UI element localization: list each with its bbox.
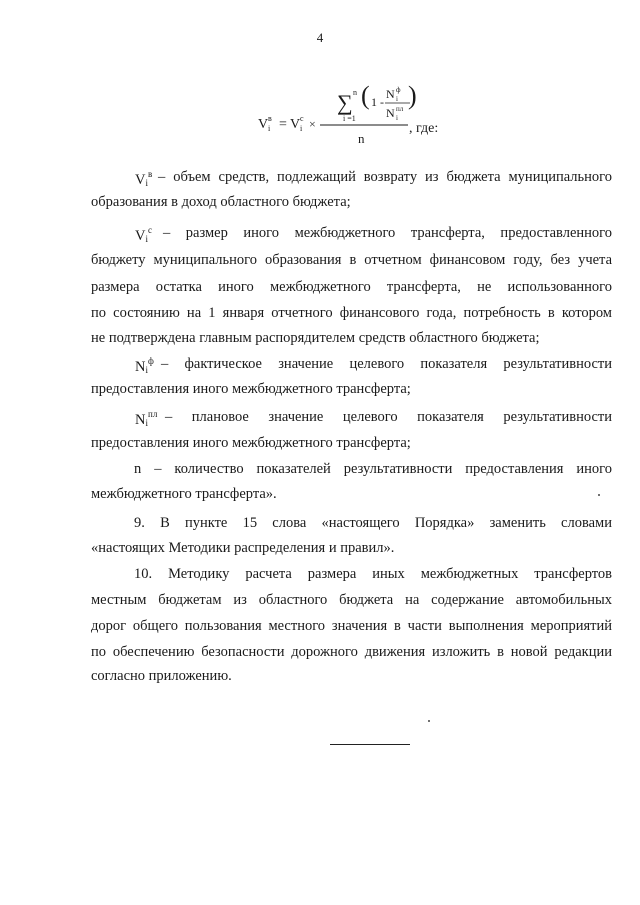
def-n-line-2: межбюджетного трансферта». [91, 486, 277, 502]
formula-times: × [309, 117, 316, 131]
formula-den: N [386, 106, 395, 120]
def-vc-line-2: бюджету муниципального образования в отчетном финансовом году, без учета [91, 252, 612, 268]
def-np-symbol: $N_i^{пл}$ [135, 409, 158, 428]
formula-right-paren: ) [408, 81, 417, 110]
formula-sum-top: n [353, 88, 357, 97]
formula-one: 1 - [371, 95, 384, 109]
scan-speck [428, 720, 430, 722]
def-nf-symbol: $N_i^ф$ [135, 356, 154, 375]
formula-lhs: V [258, 117, 269, 132]
def-v-symbol: $V_i^в$ [135, 169, 153, 188]
item9-line-1: 9. В пункте 15 слова «настоящего Порядка» заменить словами [134, 515, 612, 531]
def-np-line-2: предоставления иного межбюджетного трансферта; [91, 435, 411, 451]
def-nf-line-2: предоставления иного межбюджетного трансферта; [91, 381, 411, 397]
formula-lhs-sub: i [268, 124, 271, 133]
formula-den-sub: i [396, 114, 398, 122]
item10-line-1: 10. Методику расчета размера иных межбюджетных трансфертов [134, 566, 612, 582]
formula [0, 0, 640, 150]
def-vc-line-3: размера остатка иного межбюджетного трансферта, не использованного [91, 279, 612, 295]
formula-rhs-v: V [290, 117, 301, 132]
formula-den-sup: пл [396, 105, 404, 113]
formula-sum-sign: ∑ [337, 90, 353, 115]
def-vc-line-1: – размер иного межбюджетного трансферта, предоставленного [163, 225, 612, 241]
def-vc-symbol: $V_i^c$ [135, 225, 152, 244]
formula-eq: = [279, 117, 287, 132]
formula-rhs-sup: c [300, 114, 304, 123]
def-v-line-2: образования в доход областного бюджета; [91, 194, 351, 210]
formula-denominator: n [358, 131, 365, 146]
page-number: 4 [316, 30, 324, 45]
item10-line-4: по обеспечению безопасности дорожного движения изложить в новой редакции [91, 644, 612, 660]
item10-line-3: дорог общего пользования местного значения в части выполнения мероприятий [91, 618, 612, 634]
def-nf-line-1: – фактическое значение целевого показателя результативности [161, 356, 612, 372]
def-np-line-1: – плановое значение целевого показателя результативности [165, 409, 612, 425]
def-v-line-1: – объем средств, подлежащий возврату из бюджета муниципального [158, 169, 612, 185]
def-vc-line-4: по состоянию на 1 января отчетного финансового года, потребность в котором [91, 305, 612, 321]
formula-lhs-sup: в [268, 114, 272, 123]
def-n-line-1: n – количество показателей результативности предоставления иного [134, 461, 612, 477]
item9-line-2: «настоящих Методики распределения и правил». [91, 540, 395, 556]
formula-sum-bottom: i =1 [343, 114, 356, 123]
separator-line [330, 744, 410, 745]
formula-num-sub: i [396, 95, 398, 103]
def-vc-line-5: не подтверждена главным распорядителем средств областного бюджета; [91, 330, 540, 346]
formula-num: N [386, 87, 395, 101]
item10-line-5: согласно приложению. [91, 668, 232, 684]
formula-left-paren: ( [361, 81, 370, 110]
formula-rhs-sub: i [300, 124, 303, 133]
item10-line-2: местным бюджетам из областного бюджета на содержание автомобильных [91, 592, 612, 608]
formula-tail: , где: [409, 121, 439, 136]
formula-num-sup: ф [396, 86, 401, 94]
scan-speck [598, 494, 600, 496]
